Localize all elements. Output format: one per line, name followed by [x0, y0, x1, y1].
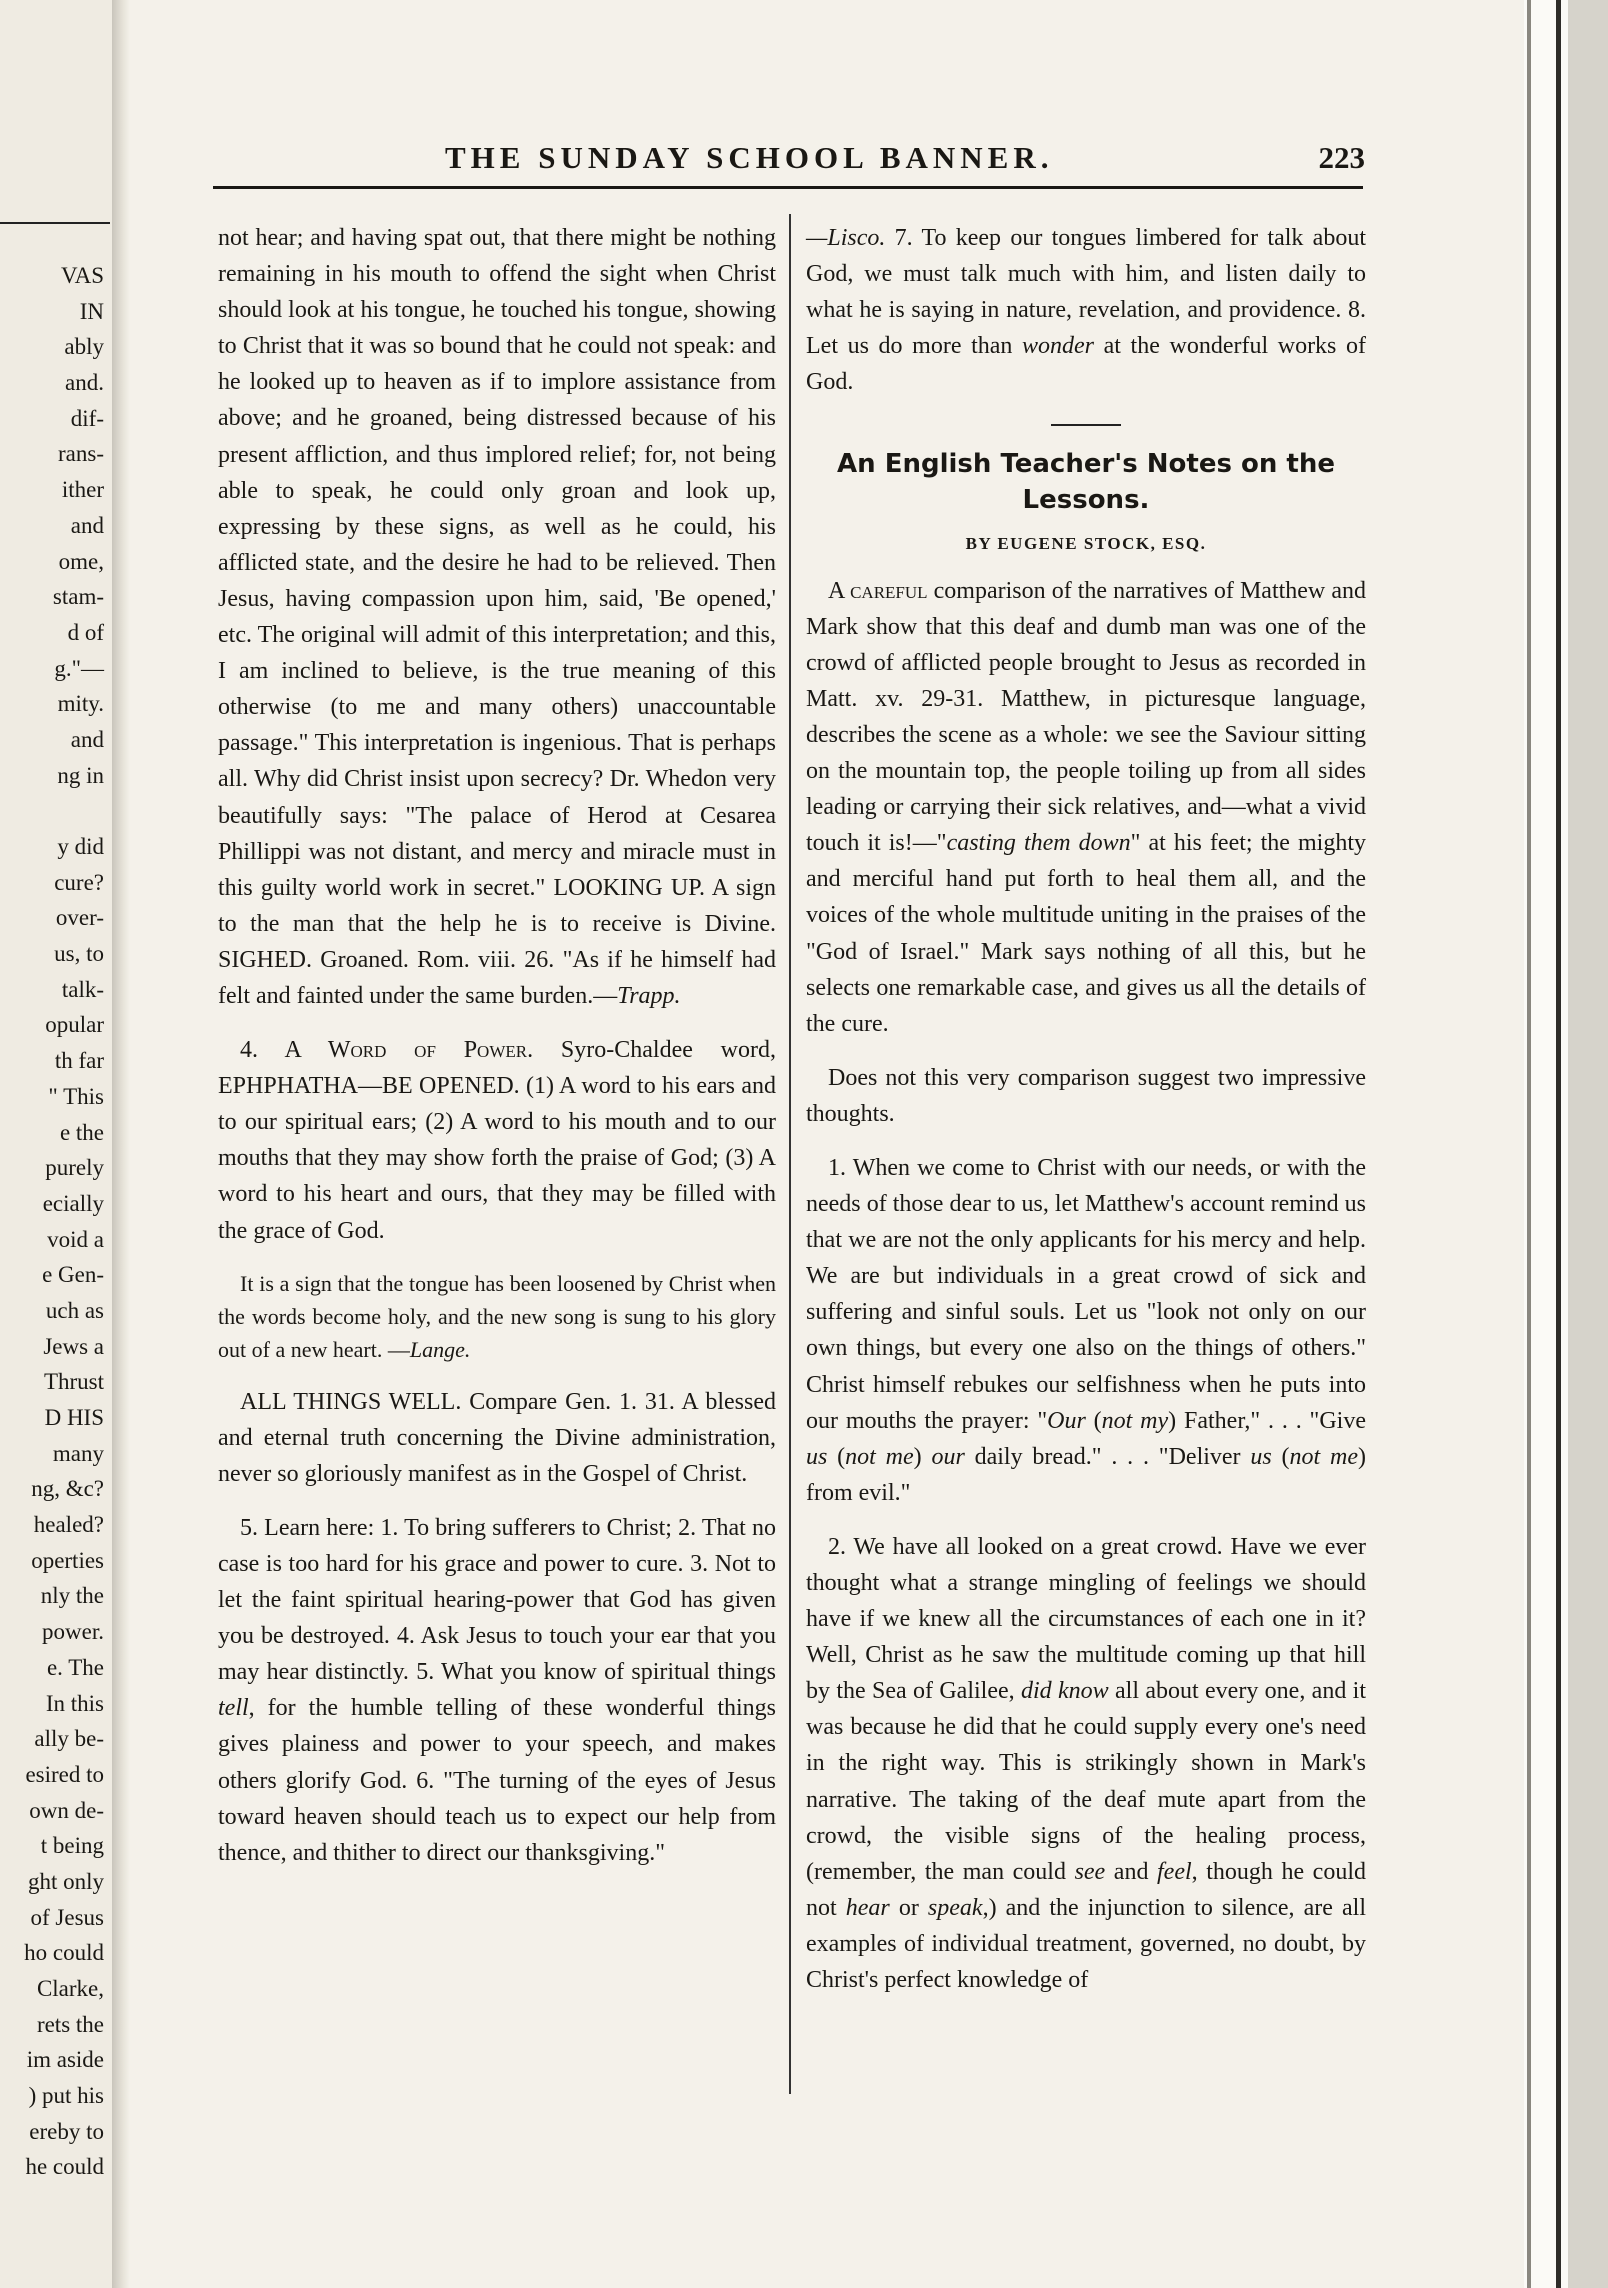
facing-page-line: Jews a: [43, 1333, 104, 1359]
facing-page-line: esired to: [25, 1761, 104, 1787]
facing-page-rule: [0, 222, 110, 224]
facing-page-line: us, to: [54, 941, 104, 967]
paragraph: not hear; and having spat out, that there might be nothing remaining in his mouth to offend the sight when Christ should look at his tongue, he touched his tongue, showing to Christ that it was so bound that he could not speak: and he looked up to heaven as if to implore assistance from above; and he groaned, being distressed because of his present affliction, and thus implored relief; for, not being able to speak, he could only groan and look up, expressing by these signs, as well as he could, his afflicted state, and the desire he had to be relieved. Then Jesus, having compassion upon him, said, 'Be opened,' etc. The original will admit of this interpretation; and this, I am inclined to believe, is the true meaning of this otherwise (to me and many others) unaccountable passage." This interpretation is ingenious. That is perhaps all. Why did Christ insist upon secrecy? Dr. Whedon very beautifully says: "The palace of Herod at Cesarea Phillippi was not distant, and mercy and miracle must in this guilty world work in secret." LOOKING UP. A sign to the man that the help he is to receive is Divine. SIGHED. Groaned. Rom. viii. 26. "As if he himself had felt and fainted under the same burden.—Trapp.: [218, 225, 776, 1009]
facing-page-line: ereby to: [29, 2118, 104, 2144]
running-title: THE SUNDAY SCHOOL BANNER.: [445, 140, 1054, 175]
section-title: An English Teacher's Notes on the Lessons.: [837, 449, 1335, 516]
facing-page-line: Clarke,: [36, 1976, 104, 2001]
byline: BY EUGENE STOCK, ESQ.: [965, 534, 1207, 554]
paragraph: 5. Learn here: 1. To bring sufferers to Christ; 2. That no case is too hard for his grace and power to cure. 3. Not to let the faint spiritual hearing-power that God has given you be destroyed. 4. Ask Jesus to touch your ear that you may hear distinctly. 5. What you know of spiritual things tell, for the humble telling of these wonderful things gives plainess and power to your speech, and makes others glorify God. 6. "The turning of the eyes of Jesus toward heaven should teach us to expect our help from thence, and thither to direct our thanksgiving.": [218, 1514, 776, 1866]
paragraph: 2. We have all looked on a great crowd. Have we ever thought what a strange mingling of feelings we should have if we knew all the circumstances of each one in it? Well, Christ as he saw the multitude coming up that hill by the Sea of Galilee, did know all about every one, and it was because he did that he could supply every one's need in the right way. This is strikingly shown in Mark's narrative. The taking of the deaf mute apart from the crowd, the visible signs of the healing process, (remember, the man could see and feel, though he could not hear or speak,) and the injunction to silence, are all examples of individual treatment, governed, no doubt, by Christ's perfect knowledge of: [806, 1533, 1367, 1994]
section-divider: [1051, 424, 1121, 426]
facing-page-line: dif-: [70, 405, 104, 431]
facing-page-line: d of: [67, 619, 104, 645]
facing-page-line: e. The: [46, 1654, 104, 1680]
page-header: [160, 140, 1365, 200]
facing-page-line: ally be-: [34, 1726, 104, 1752]
facing-page-line: uch as: [45, 1297, 104, 1323]
facing-page-line: rans-: [58, 441, 104, 467]
facing-page-line: nly the: [40, 1583, 104, 1609]
page-edge-line: [1556, 0, 1561, 2288]
facing-page-line: ecially: [42, 1190, 104, 1216]
facing-page-line: th far: [54, 1048, 104, 1074]
facing-page-line: ng, &c?: [31, 1476, 104, 1502]
facing-page-line: power.: [42, 1619, 104, 1645]
facing-page-line: and: [70, 726, 104, 752]
page-edge-line: [1527, 0, 1531, 2288]
facing-page-line: e Gen-: [42, 1262, 104, 1288]
facing-page-line: and: [70, 512, 104, 538]
facing-page-line: purely: [45, 1155, 104, 1181]
facing-page-line: healed?: [33, 1512, 104, 1538]
page-number: 223: [1318, 140, 1365, 175]
facing-page-line: over-: [55, 905, 104, 931]
facing-page-line: ng in: [57, 762, 104, 788]
facing-page-line: talk-: [61, 976, 104, 1002]
facing-page-line: im aside: [26, 2047, 104, 2073]
facing-page-line: ome,: [58, 548, 104, 574]
facing-page-line: [0, 793, 104, 829]
facing-page-line: opular: [45, 1012, 104, 1038]
facing-page-line: own de-: [29, 1797, 104, 1823]
paragraph: 1. When we come to Christ with our needs, or with the needs of those dear to us, let Matthew's account remind us that we are not the only applicants for his mercy and help. We are but individuals in a great crowd of sick and suffering and sinful souls. Let us "look not only on our own things, but every one also on the things of others." Christ himself rebukes our selfishness when he puts into our mouths the prayer: "Our (not my) Father," . . . "Give us (not me) our daily bread." . . . "Deliver us (not me) from evil.": [806, 1154, 1367, 1506]
right-column: [806, 220, 1366, 1998]
paragraph: —Lisco. 7. To keep our tongues limbered for talk about God, we must talk much with him, and listen daily to what he is saying in nature, revelation, and providence. 8. Let us do more than wonder at the wonderful works of God.: [806, 225, 1367, 396]
facing-page-line: he could: [25, 2154, 104, 2180]
facing-page-line: e the: [59, 1119, 104, 1145]
page-edge-line: [1568, 0, 1608, 2288]
facing-page-line: t being: [40, 1833, 104, 1859]
facing-page-line: operties: [31, 1547, 104, 1573]
paragraph: Does not this very comparison suggest two impressive thoughts.: [806, 1064, 1366, 1127]
header-rule: [213, 186, 1363, 189]
facing-page-line: Thrust: [43, 1369, 104, 1395]
facing-page-line: mity.: [57, 691, 104, 717]
quotation: It is a sign that the tongue has been loosened by Christ when the words become holy, and the new song is sung to his glory out of a new heart. —Lange.: [218, 1270, 776, 1362]
left-column: [218, 220, 776, 1871]
facing-page-line: ably: [64, 334, 104, 360]
facing-page-line: D HIS: [44, 1405, 104, 1430]
facing-page-fragment: [0, 0, 112, 2288]
facing-page-line: many: [52, 1440, 104, 1466]
facing-page-line: " This: [48, 1083, 104, 1109]
facing-page-line: y did: [57, 834, 104, 859]
facing-page-line: In this: [45, 1690, 104, 1716]
facing-page-line: ) put his: [28, 2083, 104, 2109]
paragraph: ALL THINGS WELL. Compare Gen. 1. 31. A blessed and eternal truth concerning the Divine administration, never so gloriously manifest as in the Gospel of Christ.: [218, 1388, 776, 1487]
facing-page-line: of Jesus: [30, 1904, 104, 1930]
facing-page-line: void a: [47, 1226, 104, 1252]
facing-page-line: rets the: [36, 2011, 104, 2037]
facing-page-line: ght only: [27, 1868, 104, 1894]
facing-page-line: cure?: [54, 869, 104, 895]
facing-page-text: [0, 258, 104, 2185]
paragraph: 4. A Word of Power. Syro-Chaldee word, EPHPHATHA—BE OPENED. (1) A word to his ears and to our spiritual ears; (2) A word to his mouth and to our mouths that they may show forth the praise of God; (3) A word to his heart and ours, that they may be filled with the grace of God.: [218, 1037, 776, 1244]
book-gutter: [112, 0, 130, 2288]
facing-page-line: ho could: [24, 1940, 104, 1966]
paragraph: A careful comparison of the narratives of Matthew and Mark show that this deaf and dumb man was one of the crowd of afflicted people brought to Jesus as recorded in Matt. xv. 29-31. Matthew, in picturesque language, describes the scene as a whole: we see the Saviour sitting on the mountain top, the people toiling up from all sides leading or carrying their sick relatives, and—what a vivid touch it is!—"casting them down" at his feet; the mighty and merciful hand put forth to heal them all, and the voices of the whole multitude uniting in the praises of the "God of Israel." Mark says nothing of all this, but he selects one remarkable case, and gives us all the details of the cure.: [806, 577, 1366, 1037]
facing-page-line: IN: [79, 298, 104, 324]
column-divider: [789, 214, 791, 2094]
facing-page-line: VAS: [60, 263, 104, 288]
facing-page-line: and.: [65, 370, 104, 396]
facing-page-line: g."—: [54, 655, 104, 681]
facing-page-line: stam-: [52, 584, 104, 610]
facing-page-line: ither: [61, 477, 104, 503]
